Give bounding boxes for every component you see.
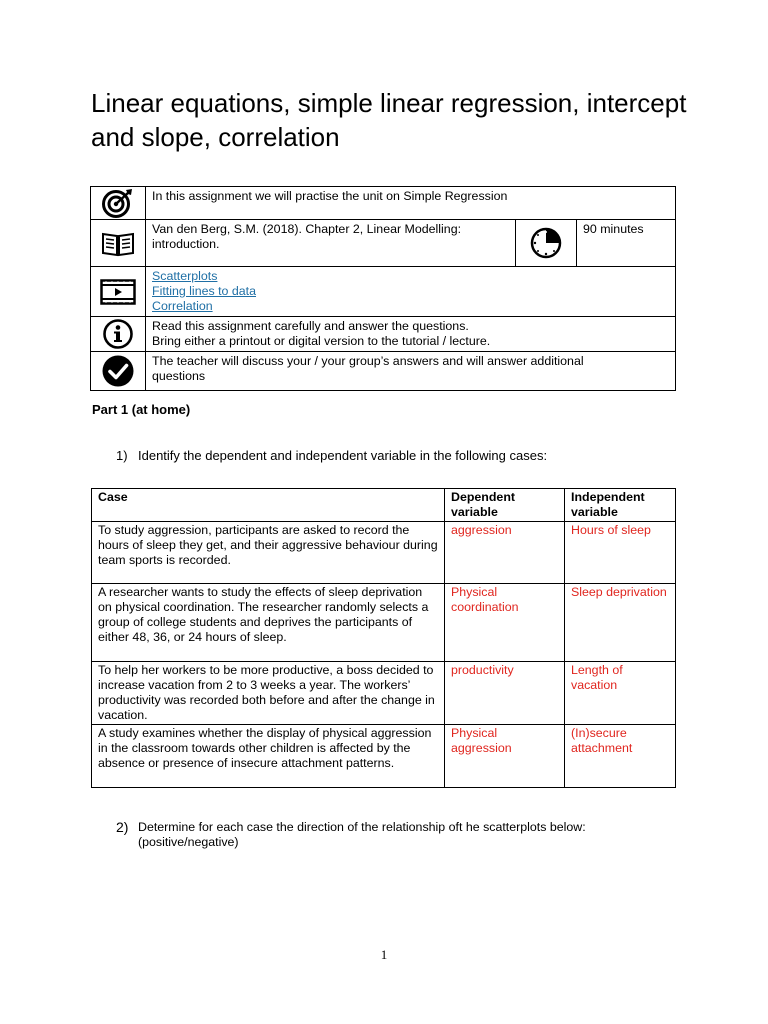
question-1-number: 1) [116, 448, 128, 463]
header-independent: Independent variable [565, 489, 676, 522]
assignment-info-table [90, 186, 676, 391]
assignment-description: In this assignment we will practise the unit on Simple Regression [146, 187, 676, 220]
goal-icon-cell [91, 187, 146, 220]
table-row [92, 584, 676, 662]
question-1-text: Identify the dependent and independent variable in the following cases: [138, 448, 548, 463]
target-icon [100, 188, 136, 218]
part-1-heading: Part 1 (at home) [92, 402, 191, 417]
table-header-row [92, 489, 676, 522]
dependent-answer: Physical coordination [445, 584, 565, 662]
case-text: A researcher wants to study the effects of sleep deprivation on physical coordination. The researcher randomly selects a group of college students and deprives the participants of either 48, 36, or 24 hours of sleep. [92, 584, 445, 662]
discussion-line-2: questions [152, 369, 206, 383]
book-icon [101, 229, 135, 257]
discussion-line-1: The teacher will discuss your / your group’s answers and will answer additional [152, 354, 584, 368]
reading-icon-cell [91, 220, 146, 267]
reading-reference [146, 220, 516, 267]
duration-icon-cell [516, 220, 577, 267]
info-icon [102, 318, 134, 350]
instructions [146, 317, 676, 352]
header-case: Case [92, 489, 445, 522]
video-link-correlation[interactable]: Correlation [152, 299, 213, 313]
discussion-icon-cell [91, 352, 146, 391]
video-link-fitting-lines[interactable]: Fitting lines to data [152, 284, 257, 298]
dependent-answer: Physical aggression [445, 725, 565, 788]
independent-answer: Hours of sleep [565, 522, 676, 584]
page-title: Linear equations, simple linear regression, intercept and slope, correlation [91, 88, 687, 152]
header-dependent: Dependent variable [445, 489, 565, 522]
table-row [92, 662, 676, 725]
video-icon-cell [91, 267, 146, 317]
clock-icon [529, 226, 563, 260]
reading-line-2: introduction. [152, 237, 220, 251]
case-text: To help her workers to be more productive, a boss decided to increase vacation from 2 to 3 weeks a year. The workers’ productivity was recorded both before and after the change in vacation. [92, 662, 445, 725]
question-2-number: 2) [116, 819, 129, 835]
independent-answer: Sleep deprivation [565, 584, 676, 662]
case-text: A study examines whether the display of physical aggression in the classroom towards other children is affected by the absence or presence of insecure attachment patterns. [92, 725, 445, 788]
discussion-note [146, 352, 676, 391]
dependent-answer: productivity [445, 662, 565, 725]
instruction-line-2: Bring either a printout or digital version to the tutorial / lecture. [152, 334, 491, 348]
question-2-text [138, 820, 586, 850]
variables-table [91, 488, 676, 788]
question-1 [116, 448, 547, 463]
question-2-line-2: (positive/negative) [138, 835, 239, 849]
film-icon [100, 279, 136, 305]
question-2-line-1: Determine for each case the direction of the relationship oft he scatterplots below: [138, 820, 586, 834]
instruction-icon-cell [91, 317, 146, 352]
question-2 [116, 820, 586, 850]
video-link-scatterplots[interactable]: Scatterplots [152, 269, 218, 283]
video-links [146, 267, 676, 317]
table-row [92, 522, 676, 584]
checkmark-icon [101, 354, 135, 388]
case-text: To study aggression, participants are asked to record the hours of sleep they get, and their aggressive behaviour during team sports is recorded. [92, 522, 445, 584]
reading-line-1: Van den Berg, S.M. (2018). Chapter 2, Linear Modelling: [152, 222, 462, 236]
table-row [92, 725, 676, 788]
duration-value: 90 minutes [577, 220, 676, 267]
instruction-line-1: Read this assignment carefully and answer the questions. [152, 319, 469, 333]
dependent-answer: aggression [445, 522, 565, 584]
independent-answer: (In)secure attachment [565, 725, 676, 788]
page-number: 1 [380, 947, 388, 962]
independent-answer: Length of vacation [565, 662, 676, 725]
